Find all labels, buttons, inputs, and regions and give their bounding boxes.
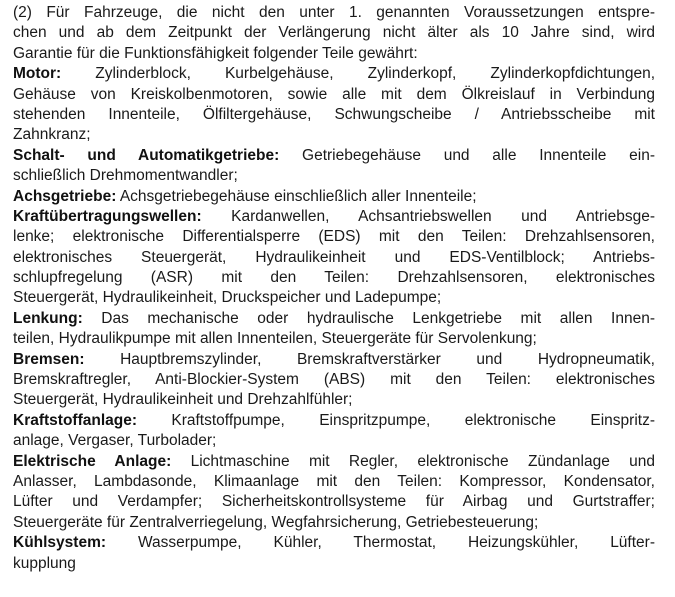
section-line: Anlasser, Lambdasonde, Klimaanlage mit den Teilen: Kompressor, Kondensator, [13,472,655,490]
section-kraftuebertragungswellen [13,207,655,309]
section-line: lenke; elektronische Differentialsperre (EDS) mit den Teilen: Drehzahlsensoren, [13,228,655,246]
section-text: Lichtmaschine mit Regler, elektronische Zündanlage und [171,452,655,470]
section-text: Kraftstoffpumpe, Einspritzpumpe, elektronische Einspritz- [137,411,655,429]
section-text: Getriebegehäuse und alle Innenteile ein- [279,146,656,164]
intro-paragraph [13,3,655,64]
section-text: Das mechanische oder hydraulische Lenkgetriebe mit allen Innen- [82,309,655,327]
section-heading: Kühlsystem: [13,534,107,552]
intro-line: (2) Für Fahrzeuge, die nicht den unter 1. genannten Voraussetzungen entspre- [13,4,655,21]
section-motor [13,64,655,146]
section-line: Zahnkranz; [13,126,91,144]
section-text: Hauptbremszylinder, Bremskraftverstärker und Hydropneumatik, [84,350,655,368]
section-line: Lüfter und Verdampfer; Sicherheitskontrollsysteme für Airbag und Gurtstraffer; [13,493,655,511]
section-text: Kardanwellen, Achsantriebswellen und Antriebsge- [201,207,655,225]
section-line: Steuergerät, Hydraulikeinheit, Druckspeicher und Ladepumpe; [13,289,442,307]
section-heading: Motor: [13,65,62,83]
section-line: elektronisches Steuergerät, Hydraulikeinheit und EDS-Ventilblock; Antriebs- [13,248,655,266]
intro-line: Garantie für die Funktionsfähigkeit folgender Teile gewährt: [13,44,418,62]
section-heading: Elektrische Anlage: [13,452,172,470]
section-heading: Kraftstoffanlage: [13,411,138,429]
section-bremsen [13,350,655,411]
section-line: stehenden Innenteile, Ölfiltergehäuse, Schwungscheibe / Antriebsscheibe mit [13,105,655,123]
section-getriebe [13,146,655,187]
section-line: kupplung [13,554,76,572]
section-text: Wasserpumpe, Kühler, Thermostat, Heizungskühler, Lüfter- [106,534,655,552]
section-elektrische-anlage [13,452,655,534]
section-heading: Kraftübertragungswellen: [13,207,202,225]
section-line: anlage, Vergaser, Turbolader; [13,432,217,450]
section-line: Steuergeräte für Zentralverriegelung, Wegfahrsicherung, Getriebesteuerung; [13,513,539,531]
section-achsgetriebe [13,187,655,207]
section-text: Achsgetriebegehäuse einschließlich aller Innenteile; [116,187,477,205]
section-heading: Bremsen: [13,350,85,368]
section-line: teilen, Hydraulikpumpe mit allen Innenteilen, Steuergeräte für Servolenkung; [13,330,537,348]
section-line: Gehäuse von Kreiskolbenmotoren, sowie alle mit dem Ölkreislauf in Verbindung [13,85,655,103]
section-line: schlupfregelung (ASR) mit den Teilen: Drehzahlsensoren, elektronisches [13,269,655,287]
section-heading: Lenkung: [13,309,83,327]
section-lenkung [13,309,655,350]
section-line: schließlich Drehmomentwandler; [13,167,238,185]
section-kuehlsystem [13,533,655,574]
document-body [13,3,655,574]
intro-line: chen und ab dem Zeitpunkt der Verlängerung nicht älter als 10 Jahre sind, wird [13,24,655,42]
section-kraftstoffanlage [13,411,655,452]
section-line: Steuergerät, Hydraulikeinheit und Drehzahlfühler; [13,391,353,409]
section-heading: Schalt- und Automatikgetriebe: [13,146,280,164]
section-text: Zylinderblock, Kurbelgehäuse, Zylinderkopf, Zylinderkopfdichtungen, [61,65,655,83]
section-heading: Achsgetriebe: [13,187,117,205]
section-line: Bremskraftregler, Anti-Blockier-System (ABS) mit den Teilen: elektronisches [13,371,655,389]
